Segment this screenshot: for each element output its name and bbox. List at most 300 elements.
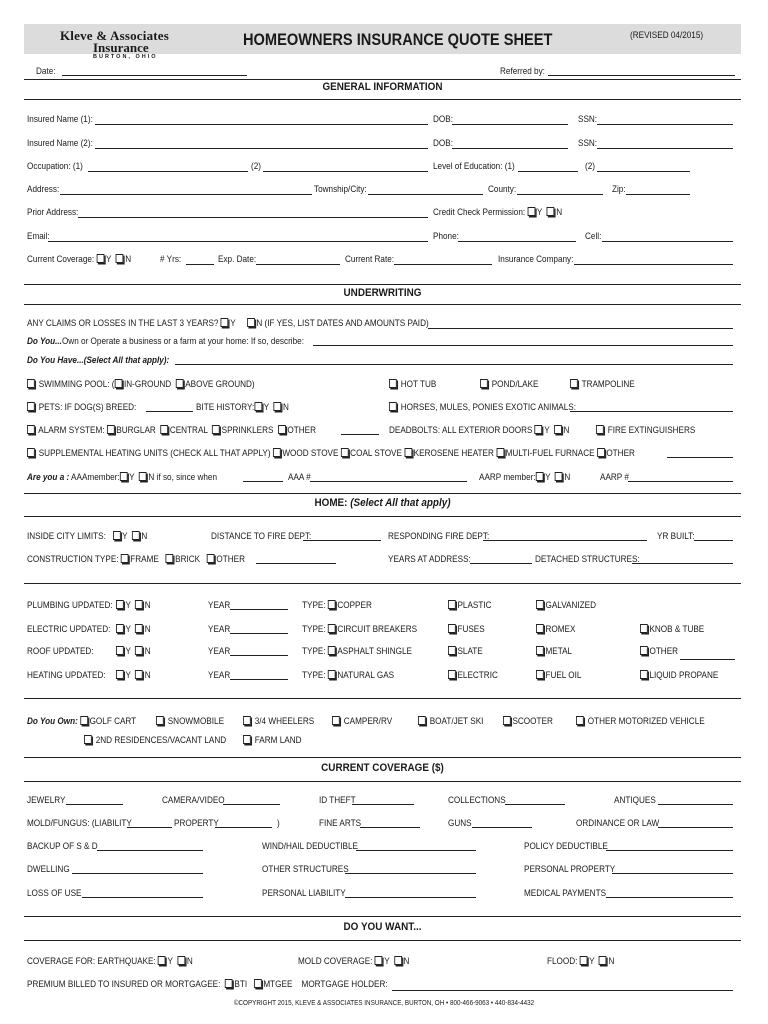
personal-property-label: PERSONAL PROPERTY	[524, 864, 616, 875]
yes-label: Y	[167, 956, 173, 967]
type-label: TYPE:	[302, 646, 326, 657]
claims-yes-checkbox[interactable]	[221, 318, 229, 327]
deadbolts-row	[389, 425, 569, 436]
farm-land-checkbox[interactable]	[243, 735, 251, 744]
years-at-label: YEARS AT ADDRESS:	[388, 554, 471, 565]
camper-checkbox[interactable]	[332, 716, 340, 725]
phone-field[interactable]	[458, 241, 576, 242]
construction-other-checkbox[interactable]	[207, 554, 215, 563]
ssn-2-field[interactable]	[597, 148, 733, 149]
years-at-field[interactable]	[470, 563, 532, 564]
type-label: TYPE:	[302, 670, 326, 681]
heating-yn	[116, 670, 151, 681]
mortgage-holder-field[interactable]	[392, 990, 733, 991]
distance-field[interactable]	[303, 540, 381, 541]
pond-checkbox[interactable]	[480, 379, 488, 388]
no-label: N	[148, 472, 155, 483]
county-field[interactable]	[517, 194, 603, 195]
insured-name-2-label: Insured Name (2):	[27, 138, 93, 149]
camper-option	[332, 716, 392, 727]
antiques-label: ANTIQUES	[614, 795, 656, 806]
flood-yes-checkbox[interactable]	[580, 956, 588, 965]
swimming-pool-checkbox[interactable]	[27, 379, 35, 388]
frame-label: FRAME	[130, 554, 159, 565]
yes-label: Y	[125, 624, 131, 635]
burglar-checkbox[interactable]	[107, 425, 115, 434]
metal-label: METAL	[545, 646, 573, 657]
alarm-row	[27, 425, 316, 436]
bite-history-label: BITE HISTORY:	[196, 402, 255, 413]
snowmobile-checkbox[interactable]	[156, 716, 164, 725]
fuses-label: FUSES	[457, 624, 485, 635]
plumbing-year-field[interactable]	[230, 609, 288, 610]
aaa-member-label: AAAmember:	[71, 472, 120, 483]
dob-1-label: DOB:	[433, 114, 453, 125]
do-you-text: Own or Operate a business or a farm at your home: If so, describe:	[61, 336, 304, 347]
propane-checkbox[interactable]	[640, 670, 648, 679]
in-ground-checkbox[interactable]	[115, 379, 123, 388]
roof-other-field[interactable]	[680, 659, 735, 660]
plumbing-year-label: YEAR	[208, 600, 231, 611]
supplemental-heating-checkbox[interactable]	[27, 448, 35, 457]
wood-stove-checkbox[interactable]	[273, 448, 281, 457]
id-theft-label: ID THEFT	[319, 795, 356, 806]
construction-other-field[interactable]	[256, 563, 336, 564]
galvanized-label: GALVANIZED	[545, 600, 597, 611]
in-ground-label: IN-GROUND	[123, 379, 172, 390]
alarm-checkbox[interactable]	[27, 425, 35, 434]
supplemental-heating-label: SUPPLEMENTAL HEATING UNITS (CHECK ALL THAT APPLY)	[38, 448, 271, 459]
fine-arts-field[interactable]	[360, 827, 420, 828]
city-limits-no-checkbox[interactable]	[132, 531, 140, 540]
id-theft-field[interactable]	[352, 804, 414, 805]
aaa-since-field[interactable]	[243, 481, 283, 482]
scooter-option	[503, 716, 553, 727]
responding-field[interactable]	[483, 540, 647, 541]
copper-checkbox[interactable]	[328, 600, 336, 609]
home-heading: HOME:	[314, 497, 348, 509]
plastic-option	[448, 600, 492, 611]
above-ground-checkbox[interactable]	[176, 379, 184, 388]
phone-label: Phone:	[433, 231, 459, 242]
referred-by-label: Referred by:	[500, 66, 545, 77]
cell-field[interactable]	[602, 241, 733, 242]
boat-option	[418, 716, 483, 727]
wind-hail-label: WIND/HAIL DEDUCTIBLE	[262, 841, 358, 852]
aaa-no-checkbox[interactable]	[139, 472, 147, 481]
aaa-yes-checkbox[interactable]	[120, 472, 128, 481]
swimming-pool-label: SWIMMING POOL: (	[38, 379, 115, 390]
ssn-2-label: SSN:	[578, 138, 598, 149]
trampoline-checkbox[interactable]	[570, 379, 578, 388]
current-coverage-no-checkbox[interactable]	[116, 254, 124, 263]
credit-check-no-checkbox[interactable]	[547, 207, 555, 216]
plastic-label: PLASTIC	[457, 600, 492, 611]
antiques-field[interactable]	[658, 804, 733, 805]
flood-no-checkbox[interactable]	[599, 956, 607, 965]
backup-label: BACKUP OF S & D	[27, 841, 98, 852]
years-label: # Yrs:	[160, 254, 182, 265]
wheelers-label: 3/4 WHEELERS	[254, 716, 315, 727]
section-heading-underwriting: UNDERWRITING	[343, 287, 422, 299]
heating-no-checkbox[interactable]	[135, 670, 143, 679]
plumbing-yes-checkbox[interactable]	[116, 600, 124, 609]
no-label: N	[564, 472, 571, 483]
galvanized-option	[536, 600, 596, 611]
knob-tube-checkbox[interactable]	[640, 624, 648, 633]
roof-year-field[interactable]	[230, 655, 288, 656]
farm-land-option	[243, 735, 301, 746]
detached-field[interactable]	[632, 563, 733, 564]
premium-row	[27, 979, 388, 990]
bite-history-row	[196, 402, 289, 413]
electric-heat-label: ELECTRIC	[457, 670, 498, 681]
years-field[interactable]	[186, 264, 214, 265]
company-logo-name: Kleve & Associates	[60, 28, 170, 43]
no-label: N	[186, 956, 193, 967]
occupation-1-field[interactable]	[88, 171, 248, 172]
education-label: Level of Education: (1)	[433, 161, 515, 172]
occupation-2-label: (2)	[251, 161, 261, 172]
knob-option	[640, 624, 704, 635]
yes-label: Y	[105, 254, 112, 265]
hot-tub-checkbox[interactable]	[389, 379, 397, 388]
mold-property-field[interactable]	[215, 827, 272, 828]
slate-checkbox[interactable]	[448, 646, 456, 655]
electric-no-checkbox[interactable]	[135, 624, 143, 633]
zip-field[interactable]	[626, 194, 690, 195]
breakers-checkbox[interactable]	[328, 624, 336, 633]
no-label: N	[144, 670, 151, 681]
trampoline-option	[570, 379, 635, 390]
metal-checkbox[interactable]	[536, 646, 544, 655]
other-structures-label: OTHER STRUCTURES	[262, 864, 349, 875]
mortgage-holder-label: MORTGAGE HOLDER:	[301, 979, 388, 990]
mold-yes-checkbox[interactable]	[375, 956, 383, 965]
personal-liability-label: PERSONAL LIABILITY	[262, 888, 346, 899]
sprinklers-checkbox[interactable]	[212, 425, 220, 434]
roof-no-checkbox[interactable]	[135, 646, 143, 655]
multi-fuel-label: MULTI-FUEL FURNACE	[505, 448, 595, 459]
deadbolts-yes-checkbox[interactable]	[535, 425, 543, 434]
education-1-field[interactable]	[518, 171, 578, 172]
do-you-own-row	[27, 716, 136, 727]
mold-no-checkbox[interactable]	[394, 956, 402, 965]
collections-field[interactable]	[505, 804, 565, 805]
ordinance-label: ORDINANCE OR LAW	[576, 818, 660, 829]
slate-label: SLATE	[457, 646, 483, 657]
copper-label: COPPER	[337, 600, 372, 611]
claims-row	[27, 318, 429, 329]
heating-year-label: YEAR	[208, 670, 231, 681]
education-2-field[interactable]	[597, 171, 690, 172]
heating-type	[302, 670, 394, 681]
flood-row	[547, 956, 614, 967]
type-label: TYPE:	[302, 600, 326, 611]
fuses-checkbox[interactable]	[448, 624, 456, 633]
do-you-have-field[interactable]	[175, 364, 733, 365]
claims-field[interactable]	[428, 328, 733, 329]
fine-arts-label: FINE ARTS	[319, 818, 362, 829]
plumbing-no-checkbox[interactable]	[135, 600, 143, 609]
city-limits-yes-checkbox[interactable]	[113, 531, 121, 540]
township-label: Township/City:	[314, 184, 367, 195]
divider	[24, 583, 741, 584]
loss-of-use-label: LOSS OF USE	[27, 888, 82, 899]
company-logo-insurance: Insurance	[93, 40, 149, 55]
knob-tube-label: KNOB & TUBE	[649, 624, 705, 635]
heating-label: HEATING UPDATED:	[27, 670, 106, 681]
exp-date-field[interactable]	[256, 264, 340, 265]
romex-label: ROMEX	[545, 624, 576, 635]
plastic-checkbox[interactable]	[448, 600, 456, 609]
fuses-option	[448, 624, 485, 635]
golf-cart-checkbox[interactable]	[80, 716, 88, 725]
bite-yes-checkbox[interactable]	[254, 402, 262, 411]
do-you-label: Do You...	[27, 336, 62, 347]
other-vehicle-option	[576, 716, 705, 727]
dwelling-field[interactable]	[72, 873, 203, 874]
insurance-company-field[interactable]	[574, 264, 733, 265]
aaa-number-field[interactable]	[310, 481, 467, 482]
construction-label: CONSTRUCTION TYPE:	[27, 554, 119, 565]
section-heading-coverage: CURRENT COVERAGE ($)	[321, 762, 444, 774]
alarm-label: ALARM SYSTEM:	[38, 425, 105, 436]
membership-row	[27, 472, 217, 483]
current-rate-field[interactable]	[394, 264, 492, 265]
personal-liability-field[interactable]	[345, 897, 476, 898]
no-label: N	[141, 531, 148, 542]
roof-other-checkbox[interactable]	[640, 646, 648, 655]
ssn-1-field[interactable]	[597, 124, 733, 125]
dob-1-field[interactable]	[452, 124, 568, 125]
date-label: Date:	[36, 66, 56, 77]
divider	[24, 284, 741, 285]
scooter-label: SCOOTER	[512, 716, 553, 727]
farm-land-label: FARM LAND	[254, 735, 302, 746]
no-label: N	[144, 600, 151, 611]
bite-no-checkbox[interactable]	[274, 402, 282, 411]
referred-by-field[interactable]	[548, 75, 735, 76]
snowmobile-label: SNOWMOBILE	[167, 716, 225, 727]
ordinance-field[interactable]	[658, 827, 733, 828]
other-label: OTHER	[606, 448, 635, 459]
personal-property-field[interactable]	[612, 873, 733, 874]
ssn-1-label: SSN:	[578, 114, 598, 125]
coal-stove-checkbox[interactable]	[341, 448, 349, 457]
backup-field[interactable]	[97, 850, 203, 851]
electric-year-field[interactable]	[230, 633, 288, 634]
medical-payments-field[interactable]	[606, 897, 733, 898]
central-checkbox[interactable]	[160, 425, 168, 434]
do-you-row	[27, 336, 304, 347]
insured-name-1-field[interactable]	[95, 124, 428, 125]
heating-year-field[interactable]	[230, 679, 288, 680]
construction-row	[27, 554, 245, 565]
heating-other-field[interactable]	[667, 457, 733, 458]
romex-checkbox[interactable]	[536, 624, 544, 633]
wheelers-option	[243, 716, 314, 727]
loss-of-use-field[interactable]	[82, 897, 203, 898]
mtgee-checkbox[interactable]	[254, 979, 262, 988]
mold-liability-field[interactable]	[127, 827, 172, 828]
dob-2-field[interactable]	[452, 148, 568, 149]
policy-deductible-field[interactable]	[606, 850, 733, 851]
fire-extinguishers-checkbox[interactable]	[596, 425, 604, 434]
aarp-number-label: AARP #	[600, 472, 629, 483]
above-ground-label: ABOVE GROUND)	[185, 379, 255, 390]
hot-tub-option	[389, 379, 436, 390]
deadbolts-no-checkbox[interactable]	[554, 425, 562, 434]
propane-label: LIQUID PROPANE	[649, 670, 719, 681]
pets-label: PETS: IF DOG(S) BREED:	[38, 402, 137, 413]
occupation-2-field[interactable]	[263, 171, 428, 172]
boat-checkbox[interactable]	[418, 716, 426, 725]
aarp-yes-checkbox[interactable]	[536, 472, 544, 481]
kerosene-checkbox[interactable]	[404, 448, 412, 457]
yes-label: Y	[129, 472, 135, 483]
yr-built-field[interactable]	[694, 540, 733, 541]
claims-no-checkbox[interactable]	[247, 318, 255, 327]
email-label: Email:	[27, 231, 50, 242]
divider	[24, 493, 741, 494]
current-rate-label: Current Rate:	[345, 254, 395, 265]
guns-field[interactable]	[472, 827, 532, 828]
roof-yn	[116, 646, 151, 657]
date-field[interactable]	[62, 75, 247, 76]
collections-label: COLLECTIONS	[448, 795, 506, 806]
other-vehicle-checkbox[interactable]	[576, 716, 584, 725]
email-field[interactable]	[48, 241, 428, 242]
bti-label: BTI	[234, 979, 248, 990]
second-residence-checkbox[interactable]	[84, 735, 92, 744]
brick-checkbox[interactable]	[166, 554, 174, 563]
sprinklers-label: SPRINKLERS	[221, 425, 274, 436]
dob-2-label: DOB:	[433, 138, 453, 149]
central-label: CENTRAL	[169, 425, 208, 436]
dog-breed-field[interactable]	[146, 411, 193, 412]
camera-field[interactable]	[223, 804, 280, 805]
insured-name-2-field[interactable]	[95, 148, 428, 149]
credit-check-yes-checkbox[interactable]	[527, 207, 535, 216]
yes-label: Y	[384, 956, 390, 967]
divider	[24, 916, 741, 917]
boat-label: BOAT/JET SKI	[429, 716, 484, 727]
current-coverage-yes-checkbox[interactable]	[96, 254, 104, 263]
company-logo-city: BURTON, OHIO	[93, 54, 158, 60]
zip-label: Zip:	[612, 184, 626, 195]
divider	[24, 79, 741, 80]
township-field[interactable]	[368, 194, 483, 195]
breakers-label: CIRCUIT BREAKERS	[337, 624, 418, 635]
alarm-other-field[interactable]	[341, 434, 379, 435]
yes-label: Y	[125, 670, 131, 681]
insurance-company-label: Insurance Company:	[498, 254, 574, 265]
earthquake-no-checkbox[interactable]	[177, 956, 185, 965]
claims-note: N (IF YES, LIST DATES AND AMOUNTS PAID)	[256, 318, 429, 329]
other-label: OTHER	[287, 425, 317, 436]
natural-gas-checkbox[interactable]	[328, 670, 336, 679]
pool-row	[27, 379, 255, 390]
since-when-label: if so, since when	[156, 472, 218, 483]
prior-address-field[interactable]	[78, 217, 428, 218]
address-field[interactable]	[60, 194, 312, 195]
asphalt-checkbox[interactable]	[328, 646, 336, 655]
prior-address-label: Prior Address:	[27, 207, 79, 218]
yes-label: Y	[589, 956, 595, 967]
natural-gas-label: NATURAL GAS	[337, 670, 395, 681]
pets-checkbox[interactable]	[27, 402, 35, 411]
other-structures-field[interactable]	[345, 873, 476, 874]
roof-other-option	[640, 646, 678, 657]
city-limits-label: INSIDE CITY LIMITS:	[27, 531, 106, 542]
divider	[24, 940, 741, 941]
galvanized-checkbox[interactable]	[536, 600, 544, 609]
page-title: HOMEOWNERS INSURANCE QUOTE SHEET	[243, 30, 553, 49]
wind-hail-field[interactable]	[356, 850, 476, 851]
wheelers-checkbox[interactable]	[243, 716, 251, 725]
multi-fuel-checkbox[interactable]	[496, 448, 504, 457]
scooter-checkbox[interactable]	[503, 716, 511, 725]
aarp-number-field[interactable]	[628, 481, 733, 482]
other-label: OTHER	[649, 646, 679, 657]
horses-checkbox[interactable]	[389, 402, 397, 411]
aarp-no-checkbox[interactable]	[555, 472, 563, 481]
slate-option	[448, 646, 483, 657]
detached-label: DETACHED STRUCTURES:	[535, 554, 640, 565]
other-vehicle-label: OTHER MOTORIZED VEHICLE	[587, 716, 705, 727]
pond-label: POND/LAKE	[491, 379, 539, 390]
home-heading-note: (Select All that apply)	[350, 497, 451, 509]
pets-option	[27, 402, 136, 413]
no-label: N	[144, 624, 151, 635]
distance-label: DISTANCE TO FIRE DEPT:	[211, 531, 312, 542]
yes-label: Y	[536, 207, 543, 218]
current-coverage-label: Current Coverage:	[27, 254, 95, 265]
bti-checkbox[interactable]	[225, 979, 233, 988]
earthquake-yes-checkbox[interactable]	[158, 956, 166, 965]
roof-label: ROOF UPDATED:	[27, 646, 94, 657]
electric-yes-checkbox[interactable]	[116, 624, 124, 633]
coal-stove-label: COAL STOVE	[350, 448, 402, 459]
frame-checkbox[interactable]	[121, 554, 129, 563]
kerosene-label: KEROSENE HEATER	[413, 448, 494, 459]
do-you-own-label: Do You Own:	[27, 716, 78, 727]
electric-year-label: YEAR	[208, 624, 231, 635]
roof-yes-checkbox[interactable]	[116, 646, 124, 655]
deadbolts-label: DEADBOLTS: ALL EXTERIOR DOORS	[389, 425, 533, 436]
jewelry-field[interactable]	[66, 804, 123, 805]
electric-heat-checkbox[interactable]	[448, 670, 456, 679]
address-label: Address:	[27, 184, 60, 195]
roof-year-label: YEAR	[208, 646, 231, 657]
fuel-oil-checkbox[interactable]	[536, 670, 544, 679]
education-2-label: (2)	[585, 161, 595, 172]
horses-field[interactable]	[570, 411, 733, 412]
no-label: N	[556, 207, 563, 218]
no-label: N	[283, 402, 289, 413]
yes-label: Y	[263, 402, 270, 413]
divider	[24, 304, 741, 305]
city-limits-row	[27, 531, 147, 542]
heating-other-checkbox[interactable]	[597, 448, 605, 457]
occupation-label: Occupation: (1)	[27, 161, 83, 172]
business-describe-field[interactable]	[313, 345, 733, 346]
divider	[24, 781, 741, 782]
second-residence-label: 2ND RESIDENCES/VACANT LAND	[95, 735, 227, 746]
alarm-other-checkbox[interactable]	[278, 425, 286, 434]
heating-yes-checkbox[interactable]	[116, 670, 124, 679]
